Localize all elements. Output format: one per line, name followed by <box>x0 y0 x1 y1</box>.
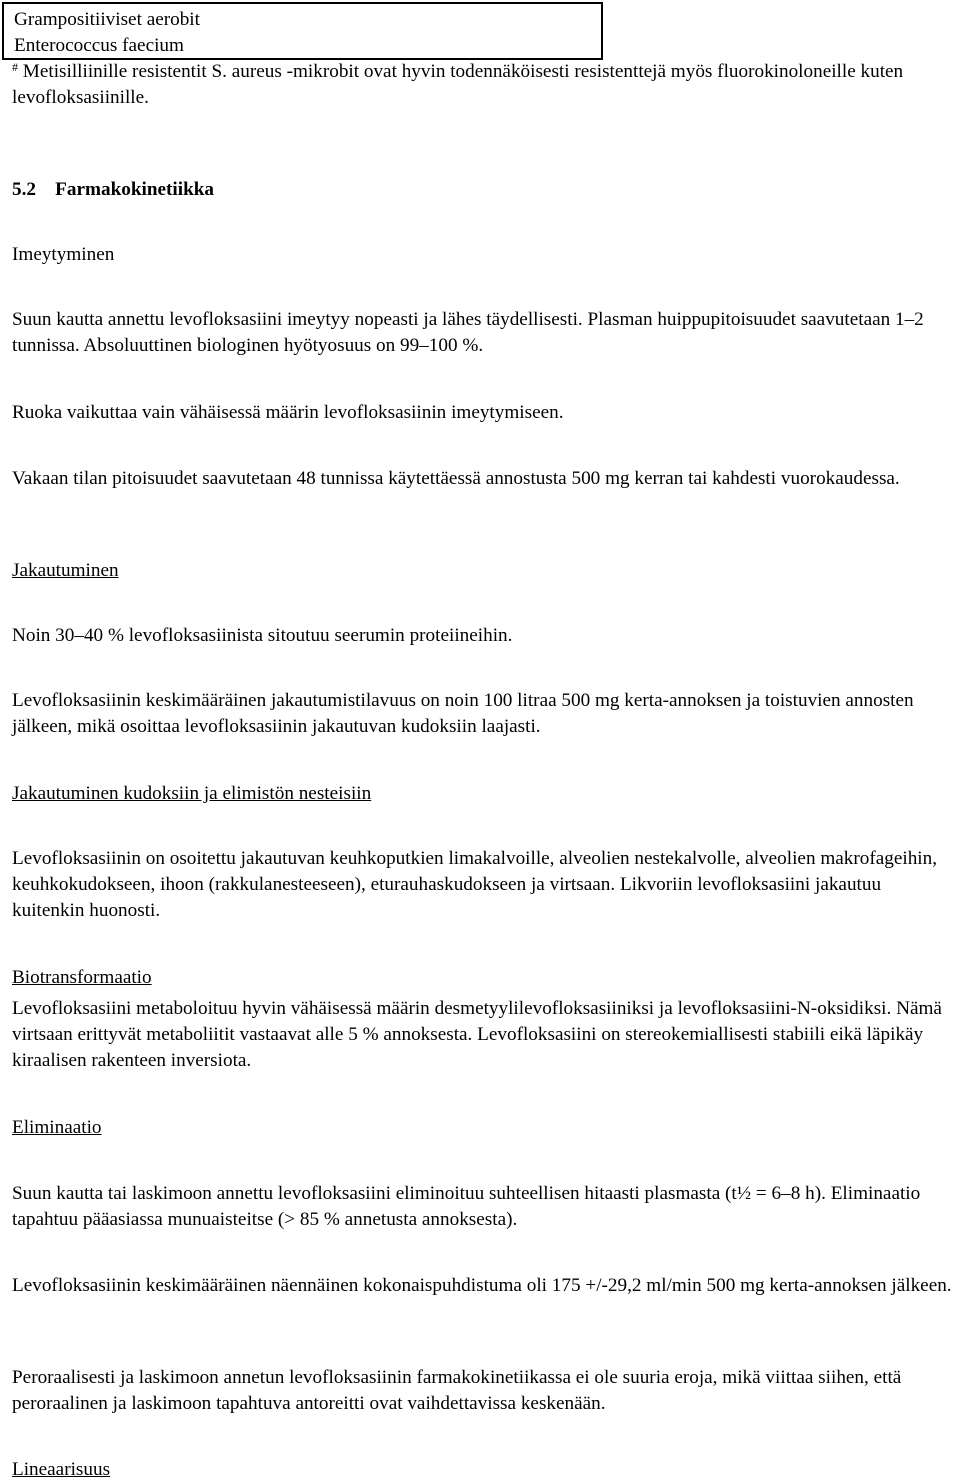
absorption-paragraph-1: Suun kautta annettu levofloksasiini imeytyy nopeasti ja lähes täydellisesti. Plasman huippupitoisuudet saavutetaan 1–2 tunnissa. Absoluuttinen biologinen hyötyosuus on 99–100 %. <box>12 309 924 356</box>
section-number: 5.2 <box>12 179 36 200</box>
footnote-text: Metisilliinille resistentit S. aureus -mikrobit ovat hyvin todennäköisesti resistenttejä myös fluorokinoloneille kuten levofloksasiinille. <box>12 61 904 108</box>
elimination-paragraph-1: Suun kautta tai laskimoon annettu levofloksasiini eliminoituu suhteellisen hitaasti plasmasta (t½ = 6–8 h). Eliminaatio tapahtuu pääasiassa munuaisteitse (> 85 % annetusta annoksesta). <box>12 1183 921 1230</box>
distribution-heading: Jakautuminen <box>12 560 119 581</box>
section-heading <box>12 177 952 203</box>
distribution-paragraph-2: Levofloksasiinin keskimääräinen jakautumistilavuus on noin 100 litraa 500 mg kerta-annoksen ja toistuvien annosten jälkeen, mikä osoittaa levofloksasiinin jakautuvan kudoksiin laajasti. <box>12 690 914 737</box>
table-row-enterococcus: Enterococcus faecium <box>14 35 184 56</box>
footnote-paragraph <box>12 59 952 111</box>
footnote-marker: # <box>12 60 18 74</box>
elimination-paragraph-2: Levofloksasiinin keskimääräinen näennäinen kokonaispuhdistuma oli 175 +/-29,2 ml/min 500 mg kerta-annoksen jälkeen. <box>12 1275 952 1296</box>
distribution-paragraph-1: Noin 30–40 % levofloksasiinista sitoutuu seerumin proteiineihin. <box>12 625 513 646</box>
biotransformation-heading: Biotransformaatio <box>12 967 152 988</box>
tissue-heading: Jakautuminen kudoksiin ja elimistön nesteisiin <box>12 783 372 804</box>
linearity-heading: Lineaarisuus <box>12 1459 111 1480</box>
tissue-paragraph-1: Levofloksasiinin on osoitettu jakautuvan keuhkoputkien limakalvoille, alveolien nestekalvolle, alveolien makrofageihin, keuhkokudokseen, ihoon (rakkulanesteeseen), eturauhaskudokseen ja virtsaan. Likvoriin levofloksasiini jakautuu kuitenkin huonosti. <box>12 848 938 921</box>
absorption-paragraph-2: Ruoka vaikuttaa vain vähäisessä määrin levofloksasiinin imeytymiseen. <box>12 402 564 423</box>
elimination-paragraph-3: Peroraalisesti ja laskimoon annetun levofloksasiinin farmakokinetiikassa ei ole suuria eroja, mikä viittaa siihen, että peroraalinen ja laskimoon tapahtuva antoreitti ovat vaihdettavissa keskenään. <box>12 1367 902 1414</box>
section-title: Farmakokinetiikka <box>55 179 215 200</box>
elimination-heading: Eliminaatio <box>12 1117 102 1138</box>
table-row-gram-positive: Grampositiiviset aerobit <box>14 9 200 30</box>
organism-table-cell <box>2 2 603 60</box>
absorption-heading: Imeytyminen <box>12 244 115 265</box>
absorption-paragraph-3: Vakaan tilan pitoisuudet saavutetaan 48 tunnissa käytettäessä annostusta 500 mg kerran tai kahdesti vuorokaudessa. <box>12 468 900 489</box>
biotransformation-paragraph-1: Levofloksasiini metaboloituu hyvin vähäisessä määrin desmetyylilevofloksasiiniksi ja levofloksasiini-N-oksidiksi. Nämä virtsaan erittyvät metaboliitit vastaavat alle 5 % annoksesta. Levofloksasiini on stereokemiallisesti stabiili eikä läpikäy kiraalisen rakenteen inversiota. <box>12 998 942 1071</box>
